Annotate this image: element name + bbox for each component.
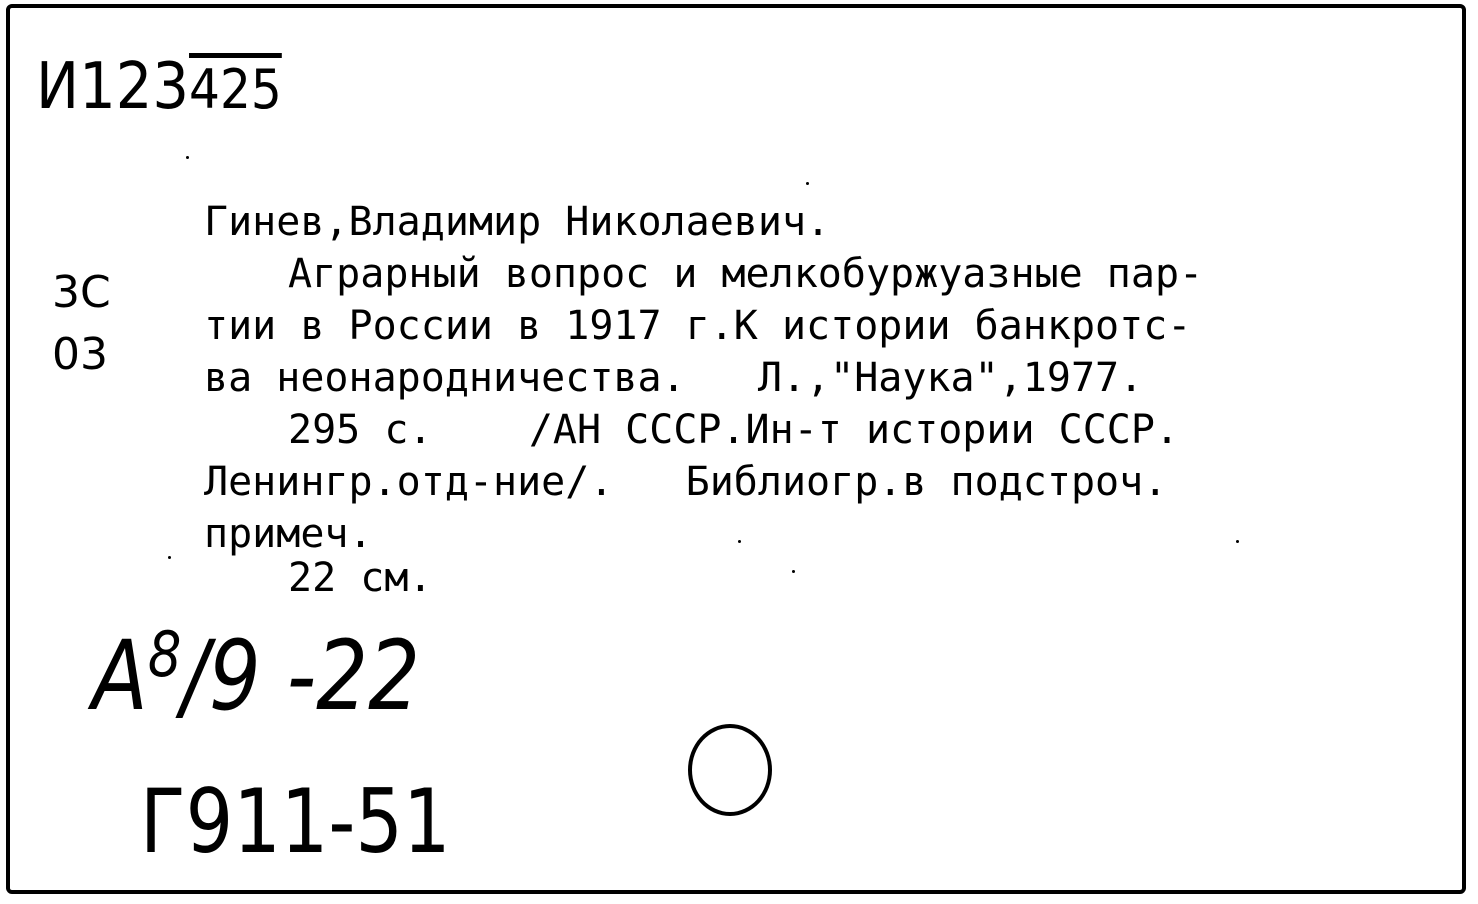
ink-speck: [792, 570, 795, 573]
location-mark-a-prefix: А: [92, 620, 148, 732]
location-mark-a: [92, 618, 420, 732]
size-line: 22 см.: [288, 555, 433, 601]
location-mark-g: Г911-51: [140, 770, 451, 873]
class-code-line-1: 3С: [52, 267, 111, 318]
ink-speck: [806, 182, 809, 185]
notes-line-1: Ленингр.отд-ние/. Библиогр.в подстроч.: [204, 459, 1168, 505]
ink-speck: [168, 556, 171, 559]
title-line-1: Аграрный вопрос и мелкобуржуазные пар-: [288, 251, 1204, 297]
stamp-circle: [688, 724, 772, 816]
location-mark-a-rest: /9 -22: [181, 620, 420, 732]
shelf-mark-top-over: 425: [189, 58, 282, 121]
ink-speck: [738, 540, 741, 543]
class-code: [52, 262, 111, 386]
shelf-mark-top: [36, 50, 282, 124]
title-line-2: тии в России в 1917 г.К истории банкротс-: [204, 303, 1192, 349]
ink-speck: [186, 156, 189, 159]
ink-speck: [1236, 540, 1239, 543]
location-mark-a-sup: 8: [147, 618, 182, 691]
title-line-3: ва неонародничества. Л.,"Наука",1977.: [204, 355, 1144, 401]
author-heading: Гинев,Владимир Николаевич.: [204, 199, 831, 245]
class-code-line-2: 03: [52, 329, 108, 380]
notes-line-2: примеч.: [204, 511, 373, 557]
shelf-mark-top-main: И123: [36, 50, 190, 124]
collation-line: 295 с. /АН СССР.Ин-т истории СССР.: [288, 407, 1180, 453]
